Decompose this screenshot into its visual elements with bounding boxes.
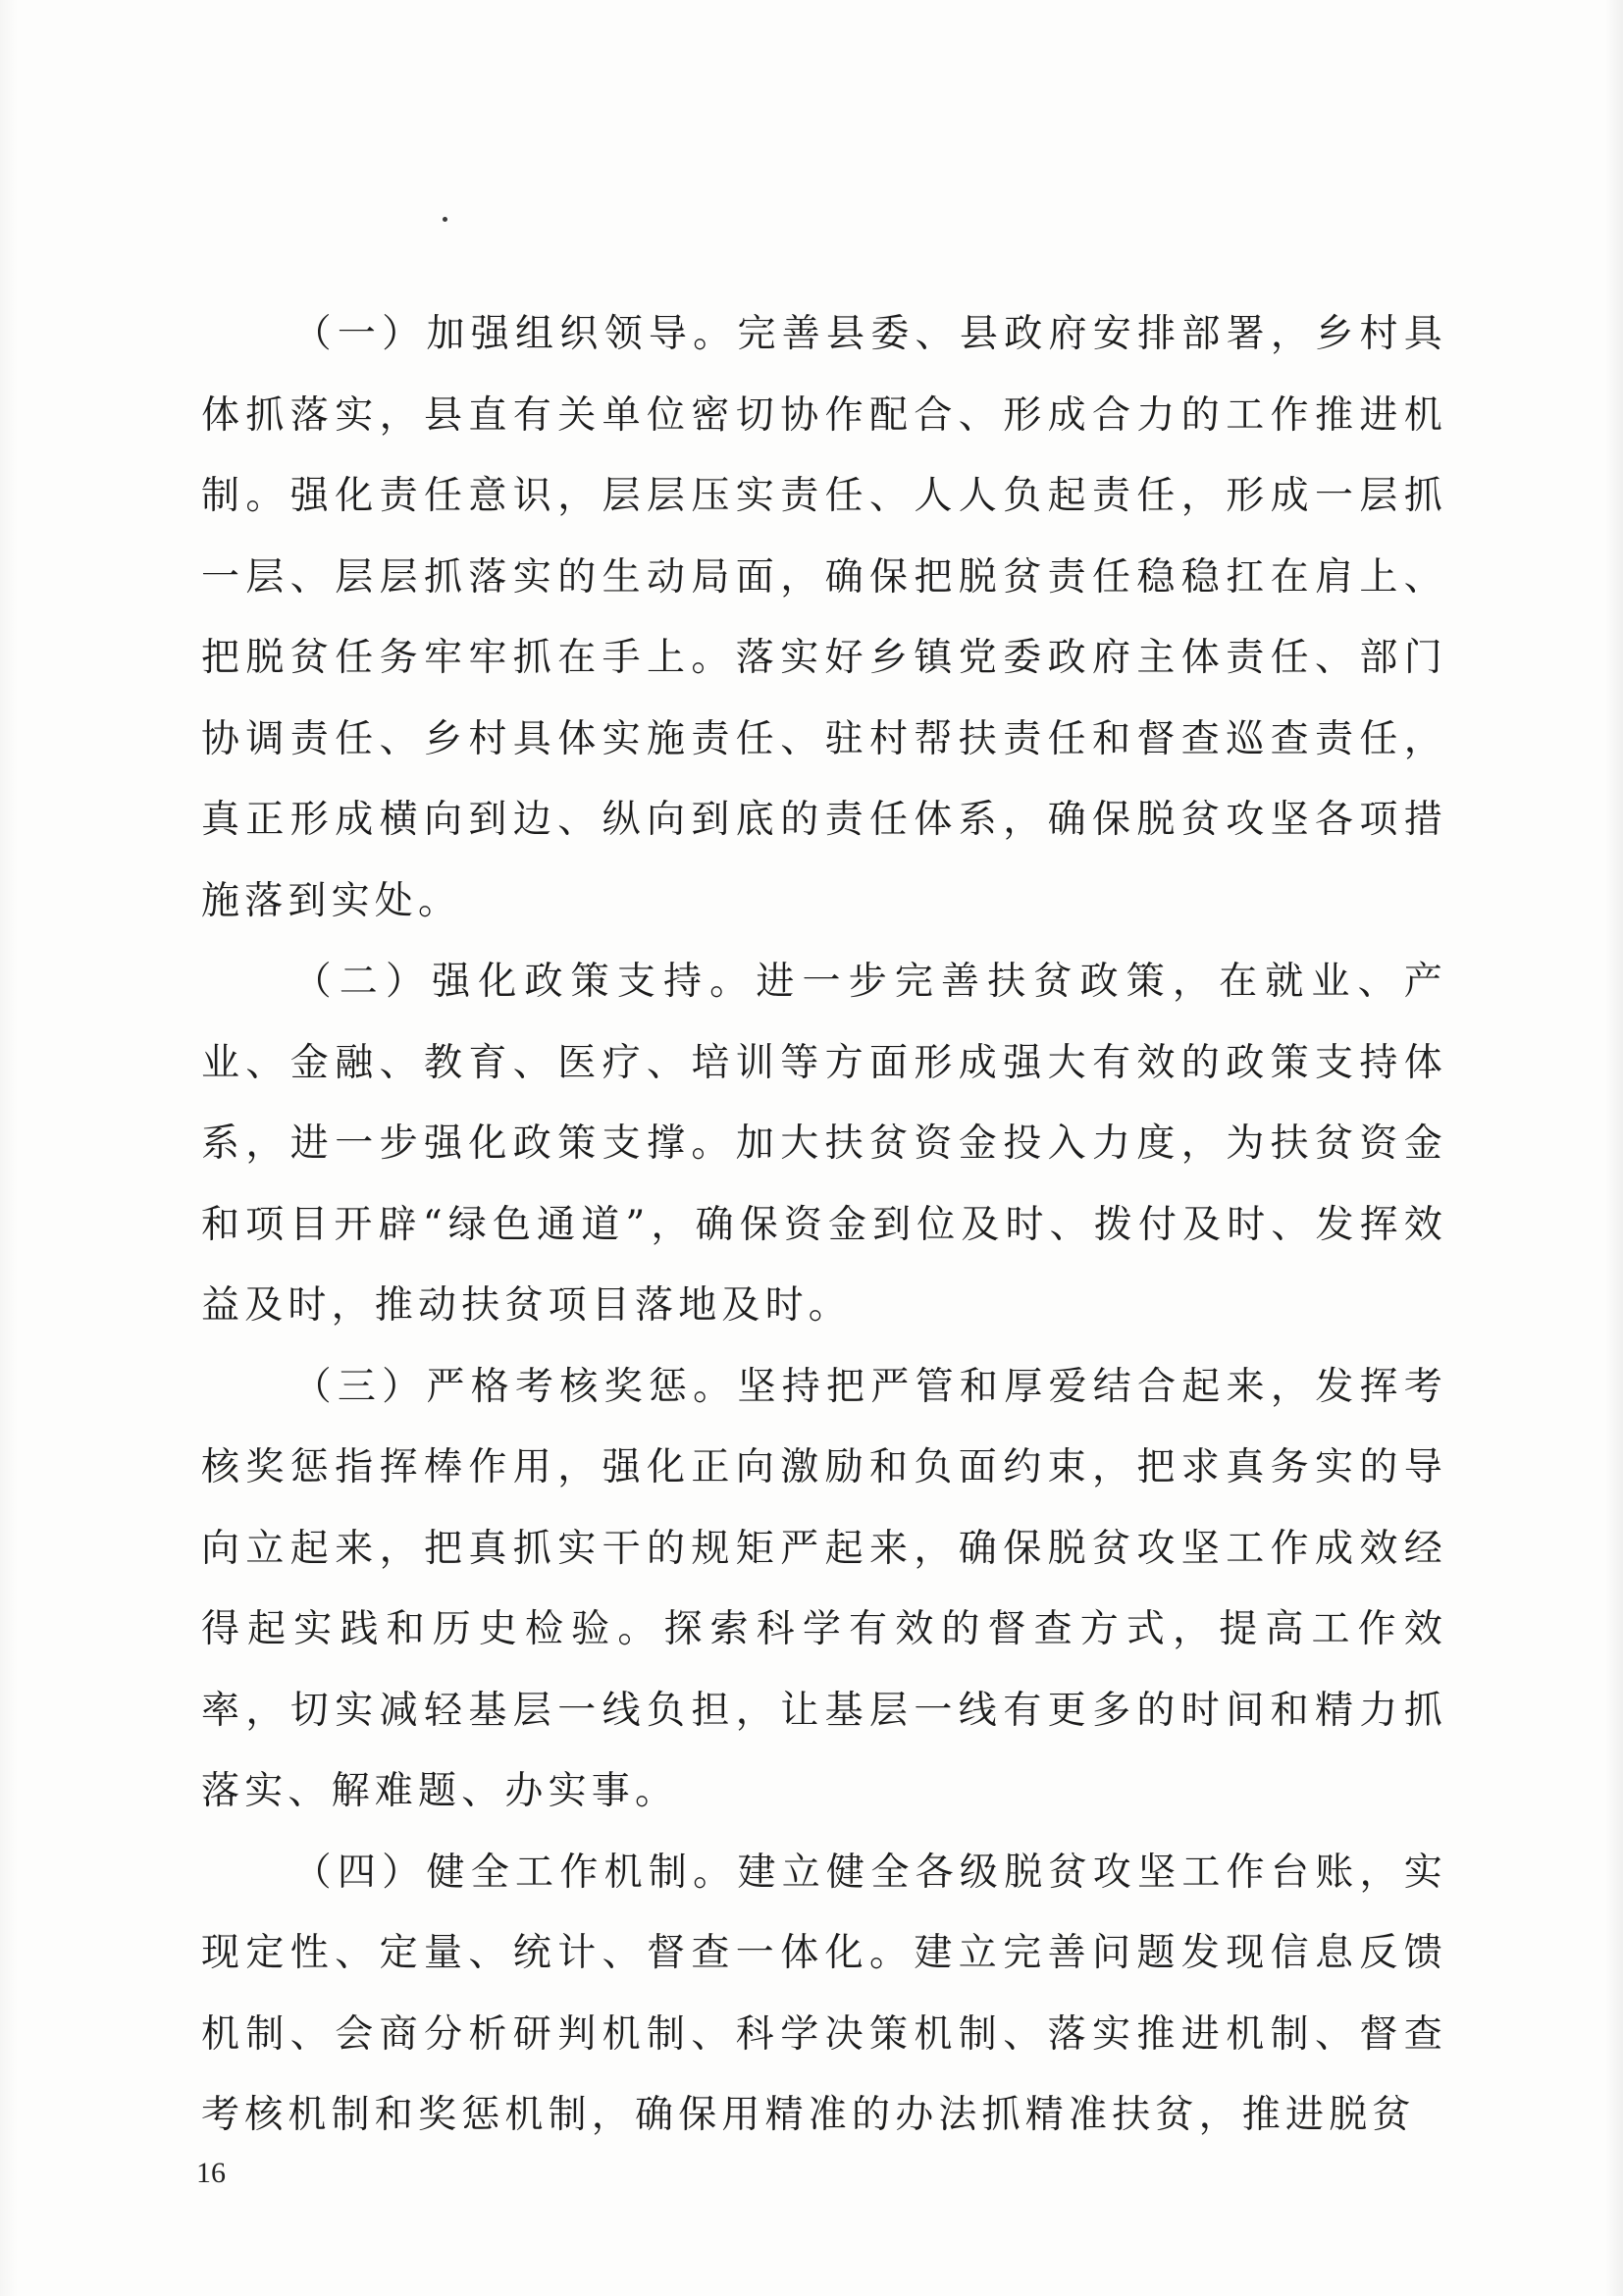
page-number: 16 [196,2157,226,2189]
scan-dot-mark [443,217,447,222]
scan-edge-shadow-left [0,0,18,2296]
document-body [201,294,1447,2157]
paragraph-policy-support: （二）强化政策支持。进一步完善扶贫政策，在就业、产业、金融、教育、医疗、培训等方面形成强大有效的政策支持体系，进一步强化政策支撑。加大扶贫资金投入力度，为扶贫资金和项目开辟“绿色通道”，确保资金到位及时、拨付及时、发挥效益及时，推动扶贫项目落地及时。 [201,960,1447,1328]
paragraph-organization-leadership: （一）加强组织领导。完善县委、县政府安排部署，乡村具体抓落实，县直有关单位密切协作配合、形成合力的工作推进机制。强化责任意识，层层压实责任、人人负起责任，形成一层抓一层、层层抓落实的生动局面，确保把脱贫责任稳稳扛在肩上、把脱贫任务牢牢抓在手上。落实好乡镇党委政府主体责任、部门协调责任、乡村具体实施责任、驻村帮扶责任和督查巡查责任，真正形成横向到边、纵向到底的责任体系，确保脱贫攻坚各项措施落到实处。 [201,312,1447,923]
scan-edge-shadow-right [1605,0,1623,2296]
paragraph-work-mechanism: （四）健全工作机制。建立健全各级脱贫攻坚工作台账，实现定性、定量、统计、督查一体化。建立完善问题发现信息反馈机制、会商分析研判机制、科学决策机制、落实推进机制、督查考核机制和奖惩机制，确保用精准的办法抓精准扶贫，推进脱贫 [201,1850,1447,2137]
paragraph-assessment-rewards: （三）严格考核奖惩。坚持把严管和厚爱结合起来，发挥考核奖惩指挥棒作用，强化正向激励和负面约束，把求真务实的导向立起来，把真抓实干的规矩严起来，确保脱贫攻坚工作成效经得起实践和历史检验。探索科学有效的督查方式，提高工作效率，切实减轻基层一线负担，让基层一线有更多的时间和精力抓落实、解难题、办实事。 [201,1364,1447,1813]
